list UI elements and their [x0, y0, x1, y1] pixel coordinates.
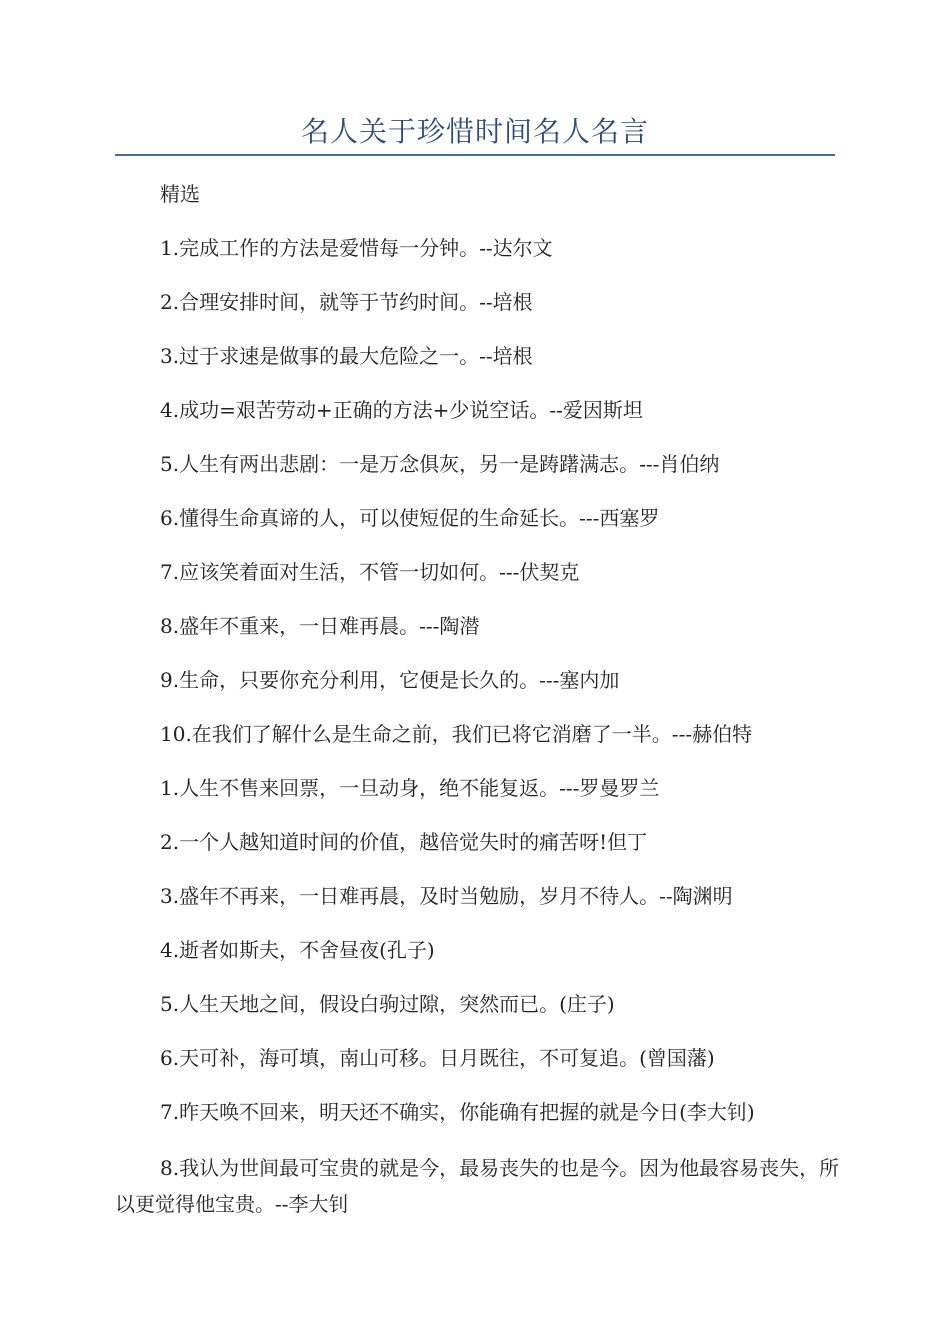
- quote-line: 6.懂得生命真谛的人，可以使短促的生命延长。---西塞罗: [160, 506, 660, 530]
- quote-line: 8.盛年不重来，一日难再晨。---陶潜: [160, 614, 480, 638]
- quote-line: 1.人生不售来回票，一旦动身，绝不能复返。---罗曼罗兰: [160, 776, 660, 800]
- quote-line: 5.人生有两出悲剧：一是万念俱灰，另一是踌躇满志。---肖伯纳: [160, 452, 720, 476]
- quote-line: 7.应该笑着面对生活，不管一切如何。---伏契克: [160, 560, 580, 584]
- quote-line: 6.天可补，海可填，南山可移。日月既往，不可复追。(曾国藩): [160, 1046, 715, 1070]
- quote-line: 7.昨天唤不回来，明天还不确实，你能确有把握的就是今日(李大钊): [160, 1100, 755, 1124]
- quote-line: 5.人生天地之间，假设白驹过隙，突然而已。(庄子): [160, 992, 615, 1016]
- document-title: 名人关于珍惜时间名人名言: [300, 115, 649, 148]
- document-subtitle: 精选: [160, 182, 200, 206]
- quote-line: 2.合理安排时间，就等于节约时间。--培根: [160, 290, 533, 314]
- quote-line: 4.逝者如斯夫，不舍昼夜(孔子): [160, 938, 435, 962]
- quote-paragraph: 8.我认为世间最可宝贵的就是今，最易丧失的也是今。因为他最容易丧失，所以更觉得他宝贵。--李大钊: [115, 1156, 840, 1216]
- quote-line: 1.完成工作的方法是爱惜每一分钟。--达尔文: [160, 236, 553, 260]
- quote-line: 9.生命，只要你充分利用，它便是长久的。---塞内加: [160, 668, 620, 692]
- quote-line: 4.成功=艰苦劳动+正确的方法+少说空话。--爱因斯坦: [160, 398, 643, 422]
- quote-line: 3.盛年不再来，一日难再晨，及时当勉励，岁月不待人。--陶渊明: [160, 884, 733, 908]
- title-underline: [115, 154, 835, 156]
- quote-line: 10.在我们了解什么是生命之前，我们已将它消磨了一半。---赫伯特: [160, 722, 753, 746]
- quote-line: 2.一个人越知道时间的价值，越倍觉失时的痛苦呀!但丁: [160, 830, 648, 854]
- quote-line: 3.过于求速是做事的最大危险之一。--培根: [160, 344, 533, 368]
